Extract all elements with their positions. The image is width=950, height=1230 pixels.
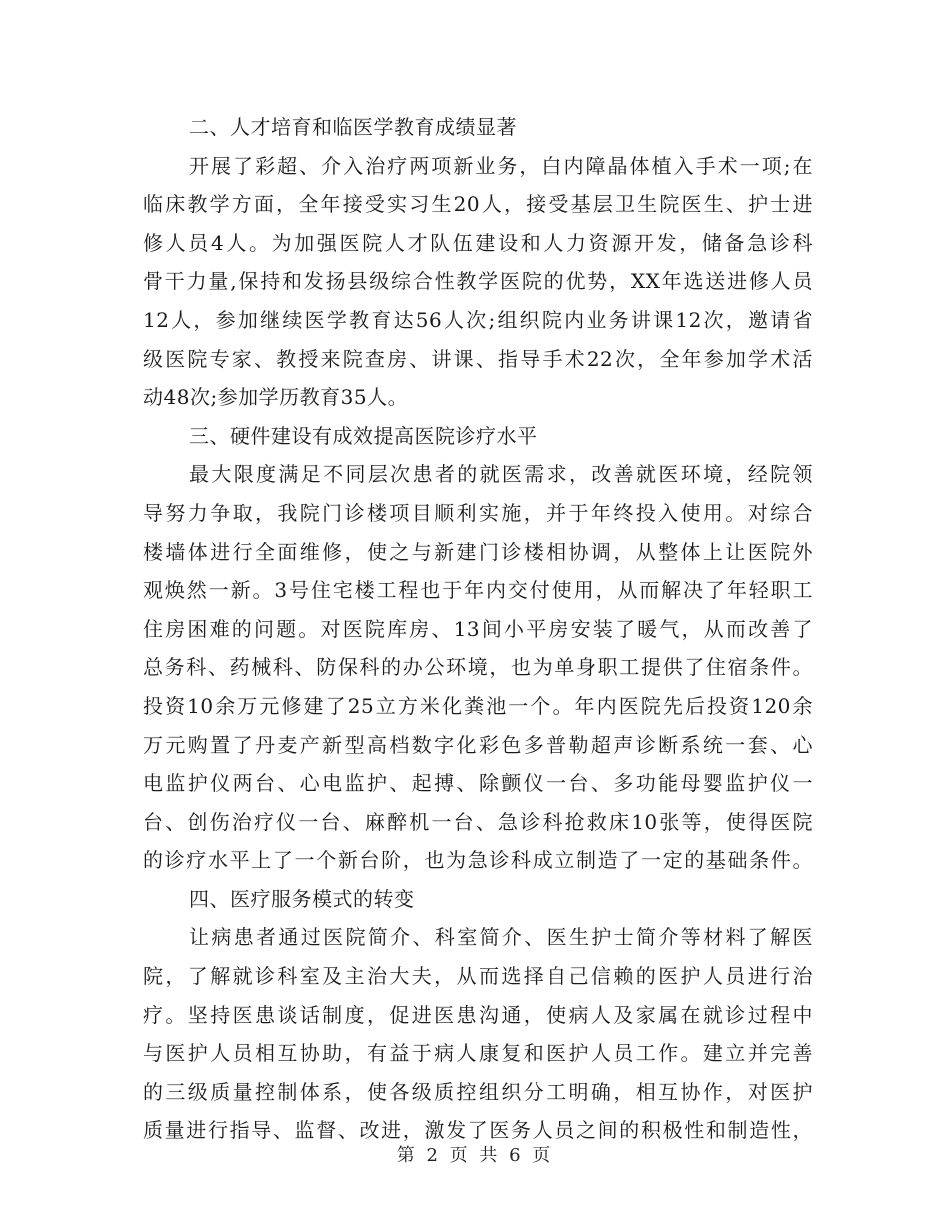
paragraph-line: 万元购置了丹麦产新型高档数字化彩色多普勒超声诊断系统一套、心 <box>143 732 813 757</box>
paragraph-line: 楼墙体进行全面维修，使之与新建门诊楼相协调，从整体上让医院外 <box>143 539 813 564</box>
paragraph-line: 级医院专家、教授来院查房、讲课、指导手术22次，全年参加学术活 <box>143 346 813 371</box>
paragraph-line: 投资10余万元修建了25立方米化粪池一个。年内医院先后投资120余 <box>143 693 813 718</box>
paragraph-line: 电监护仪两台、心电监护、起搏、除颤仪一台、多功能母婴监护仪一 <box>143 771 813 796</box>
paragraph-line: 疗。坚持医患谈话制度，促进医患沟通，使病人及家属在就诊过程中 <box>143 1002 813 1027</box>
paragraph-line: 骨干力量,保持和发扬县级综合性教学医院的优势，XX年选送进修人员 <box>143 269 813 294</box>
paragraph-line: 与医护人员相互协助，有益于病人康复和医护人员工作。建立并完善 <box>143 1041 813 1066</box>
paragraph-line: 开展了彩超、介入治疗两项新业务，白内障晶体植入手术一项;在 <box>189 153 813 178</box>
page-footer: 第 2 页 共 6 页 <box>396 1145 554 1166</box>
paragraph-line: 院，了解就诊科室及主治大夫，从而选择自己信赖的医护人员进行治 <box>143 964 813 989</box>
paragraph-line: 最大限度满足不同层次患者的就医需求，改善就医环境，经院领 <box>189 462 813 487</box>
section-heading-service-model: 四、医疗服务模式的转变 <box>189 886 415 911</box>
document-body <box>143 108 813 1150</box>
paragraph-line: 临床教学方面，全年接受实习生20人，接受基层卫生院医生、护士进 <box>143 192 813 217</box>
paragraph-line: 修人员4人。为加强医院人才队伍建设和人力资源开发，储备急诊科 <box>143 230 813 255</box>
paragraph-line: 导努力争取，我院门诊楼项目顺利实施，并于年终投入使用。对综合 <box>143 500 813 525</box>
paragraph-line: 的诊疗水平上了一个新台阶，也为急诊科成立制造了一定的基础条件。 <box>143 848 813 873</box>
paragraph-line: 让病患者通过医院简介、科室简介、医生护士简介等材料了解医 <box>189 925 813 950</box>
paragraph-line: 观焕然一新。3号住宅楼工程也于年内交付使用，从而解决了年轻职工 <box>143 578 813 603</box>
paragraph-line: 台、创伤治疗仪一台、麻醉机一台、急诊科抢救床10张等，使得医院 <box>143 809 813 834</box>
paragraph-line: 动48次;参加学历教育35人。 <box>143 385 409 410</box>
paragraph-line: 质量进行指导、监督、改进，激发了医务人员之间的积极性和制造性， <box>143 1118 813 1143</box>
paragraph-line: 12人，参加继续医学教育达56人次;组织院内业务讲课12次，邀请省 <box>143 307 813 332</box>
paragraph-line: 总务科、药械科、防保科的办公环境，也为单身职工提供了住宿条件。 <box>143 655 813 680</box>
paragraph-line: 住房困难的问题。对医院库房、13间小平房安装了暖气，从而改善了 <box>143 616 813 641</box>
paragraph-line: 的三级质量控制体系，使各级质控组织分工明确，相互协作，对医护 <box>143 1079 813 1104</box>
section-heading-talent: 二、人才培育和临医学教育成绩显著 <box>189 115 517 139</box>
section-heading-hardware: 三、硬件建设有成效提高医院诊疗水平 <box>189 423 538 448</box>
